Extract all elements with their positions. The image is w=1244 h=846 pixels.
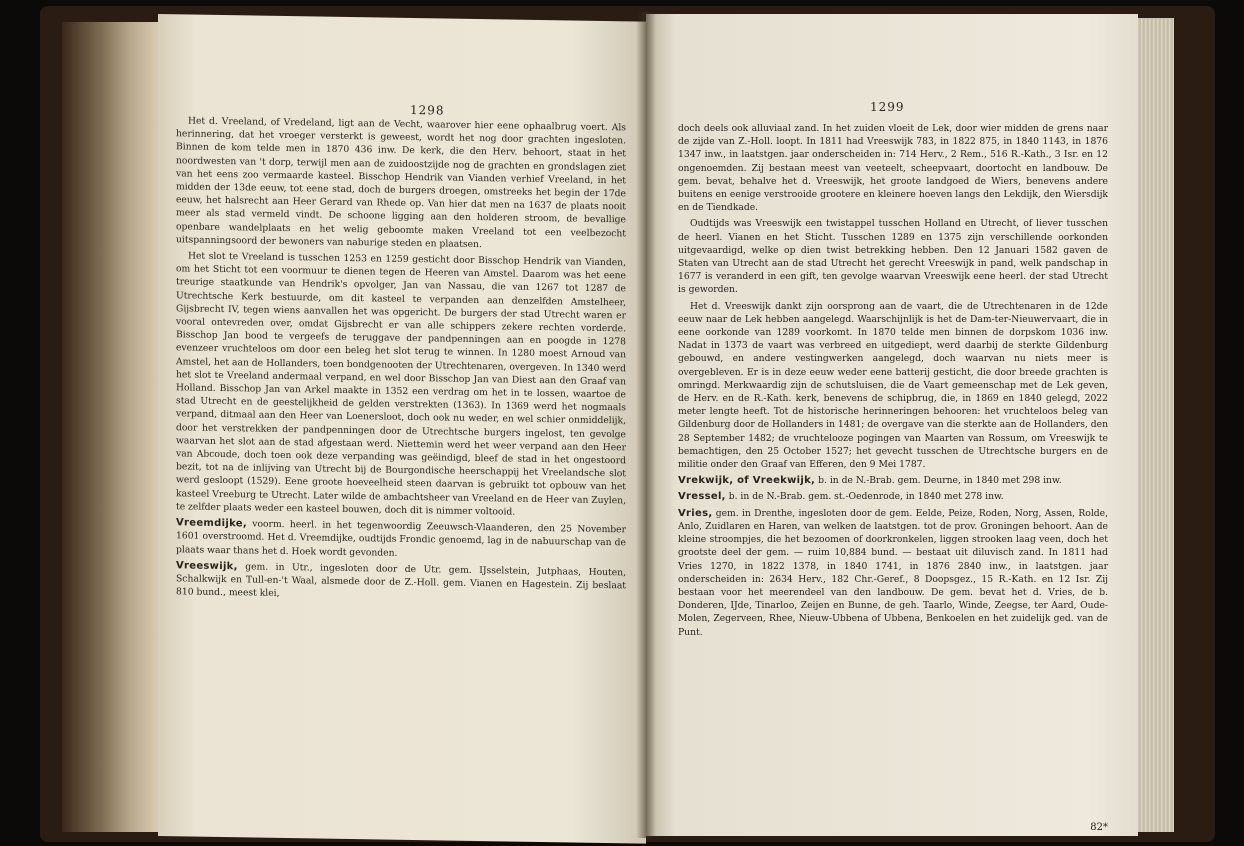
entry-vreemdijke xyxy=(176,516,626,563)
paragraph: Het slot te Vreeland is tusschen 1253 en 1259 gesticht door Bisschop Hendrik van Vianden, om het Sticht tot een voormuur te dienen tegen de Heeren van Amstel. Daarom was het eene treurige staatkunde van Hendrik's opvolger, Jan van Nassau, die van 1267 tot 1287 de Utrechtsche Kerk bestuurde, om dit kasteel te verpanden aan denzelfden Amstelheer, Gijsbrecht IV, tegen wiens aanvallen het was opgericht. De burgers der stad Utrecht waren er vooral ontevreden over, omdat Gijsbrecht er van alle schippers zekere rechten vorderde. Bisschop Jan bood te vergeefs de teruggave der pandpenningen aan en poogde in 1278 evenzeer vruchteloos om door een beleg het slot terug te winnen. In 1280 moest Arnoud van Amstel, het aan de Hollanders, toen bondgenooten der Utrechtenaren, overgeven. In 1340 werd het slot te Vreeland andermaal verpand, en wel door Bisschop Jan van Diest aan den Graaf van Holland. Bisschop Jan van Arkel maakte in 1352 een verdrag om het in te lossen, waartoe de stad Utrecht en de geestelijkheid de gelden verstrekten (1363). In 1369 werd het nogmaals verpand, ditmaal aan den Heer van Loenersloot, doch ook nu weder, en wel schier onmiddelijk, door het verstrekken der pandpenningen door de Utrechtsche burgers ingelost, ten gevolge waarvan het slot aan de stad afgestaan werd. Niettemin werd het weer verpand aan den Heer van Abcoude, doch toen ook deze verpanding was geëindigd, bleef de stad in het ongestoord bezit, tot na de inlijving van Utrecht bij de Bourgondische heerschappij het Vreelandsche slot werd gesloopt (1529). Eene groote hoeveelheid steen daarvan is gebruikt tot opbouw van het kasteel Vreeburg te Utrecht. Later wilde de ambachtsheer van Vreeland en de Heer van Zuylen, te zelfder plaats weder een kasteel bouwen, doch dit is nimmer voltooid. xyxy=(176,250,626,518)
signature-mark: 82* xyxy=(1090,822,1108,833)
entry-text: b. in de N.-Brab. gem. Deurne, in 1840 met 298 inw. xyxy=(815,475,1062,487)
entry-text: voorm. heerl. in het tegenwoordig Zeeuwsch-Vlaanderen, den 25 November 1601 overstroomd. Het d. Vreemdijke, oudtijds Frondic genoemd, lag in de nabuurschap van de plaats waar thans het d. Hoek wordt gevonden. xyxy=(176,518,626,559)
entry-vries xyxy=(678,507,1108,639)
entry-vrekwijk xyxy=(678,474,1108,487)
entry-heading: Vreeswijk, xyxy=(176,559,238,572)
entry-heading: Vries, xyxy=(678,507,713,519)
right-page-text xyxy=(678,122,1108,642)
paragraph: Het d. Vreeland, of Vredeland, ligt aan de Vecht, waarover hier eene ophaalbrug voert. Als herinnering, dat het vroeger versterkt is geweest, wordt het nog door grachten ingesloten. Binnen de kom telde men in 1870 436 inw. De kerk, die den Herv. behoort, staat in het noordwesten van 't dorp, terwijl men aan de zuidoostzijde nog de grachten en grondslagen ziet van het eens zoo vermaarde kasteel. Bisschop Hendrik van Vianden verhief Vreeland, in het midden der 13de eeuw, tot eene stad, doch de burgers droegen, omstreeks het begin der 17de eeuw, het halsrecht aan Heer Gerard van Rhede op. Van hier dat men na 1637 de plaats nooit meer als stad vermeld vindt. De schoone ligging aan den holderen stroom, de bevallige openbare wandelplaats en het welig geboomte maken Vreeland tot een veelbezocht uitspanningsoord der bewoners van naburige steden en plaatsen. xyxy=(176,115,626,250)
paragraph: Het d. Vreeswijk dankt zijn oorsprong aan de vaart, die de Utrechtenaren in de 12de eeuw naar de Lek hebben aangelegd. Waarschijnlijk is het de Dam-ter-Nieuwervaart, die in eene oorkonde van 1289 voorkomt. In 1870 telde men binnen de dorpskom 1036 inw. Nadat in 1373 de vaart was verbreed en uitgediept, werd daarbij de sterkte Gildenburg gebouwd, en andere vestingwerken aangelegd, doch waarvan nu niets meer is overgebleven. Er is in deze eeuw weder eene batterij gesticht, die door breede grachten is omringd. Merkwaardig zijn de schutsluisen, die de Vaart gemeenschap met de Lek geven, de Herv. en de R.-Kath. kerk, benevens de schipbrug, die, in 1869 en 1840 gelegd, 2022 meter lengte heeft. Tot de historische herinneringen behooren: het vruchteloos beleg van Gildenburg door de Hollanders in 1481; de overgave van die sterkte aan de Hollanders, den 28 September 1482; de vruchtelooze pogingen van Maarten van Rossum, om Vreeswijk te bemachtigen, den 25 October 1527; het gevecht tusschen de Utrechtsche burgers en de militie onder den Graaf van Efferen, den 9 Mei 1787. xyxy=(678,300,1108,471)
left-page-number: 1298 xyxy=(410,102,445,118)
entry-text: gem. in Drenthe, ingesloten door de gem. Eelde, Peize, Roden, Norg, Assen, Rolde, Anlo, Zuidlaren en Haren, van welken de laatstgen. tot de prov. Groningen behoort. Aan de kleine stroompjes, die het bezoomen of doorkronkelen, liggen strooken laag veen, doch het grootste deel der gem. — ruim 10,884 bund. — bestaat uit diluvisch zand. In 1811 had Vries 1270, in 1822 1378, in 1840 1741, in 1876 2840 inw., in laatstgen. jaar onderscheiden in: 2634 Herv., 182 Chr.-Geref., 8 Doopsgez., 15 R.-Kath. en 12 Isr. Zij bestaan voor het meerendeel van den landbouw. De gem. bevat het d. Vries, de b. Donderen, IJde, Tinarloo, Zeijen en Bunne, de geh. Taarlo, Winde, Zeegse, ter Aard, Oude-Molen, Zegerveen, Rhee, Nieuw-Ubbena of Ubbena, Benkoelen en het zuidelijk ged. van de Punt. xyxy=(678,507,1108,638)
entry-heading: Vressel, xyxy=(678,491,726,503)
paragraph: doch deels ook alluviaal zand. In het zuiden vloeit de Lek, door wier midden de grens naar de zijde van Z.-Holl. loopt. In 1811 had Vreeswijk 783, in 1822 875, in 1840 1143, in 1876 1347 inw., in laatstgen. jaar onderscheiden in: 714 Herv., 2 Rem., 516 R.-Kath., 3 Isr. en 12 ongenoemden. Zij bestaan meest van veeteelt, scheepvaart, doortocht en landbouw. De gem. bevat, behalve het d. Vreeswijk, het groote landgoed de Wiers, benevens andere buitens en eenige verstrooide grootere en kleinere hoeven langs den Lekdijk, den Wiersdijk en de Tiendkade. xyxy=(678,123,1108,214)
entry-vreeswijk xyxy=(176,559,626,606)
book-gutter xyxy=(636,12,656,838)
left-page xyxy=(158,14,646,844)
right-page-number: 1299 xyxy=(870,100,905,114)
left-page-edges xyxy=(62,22,158,832)
right-page-edges xyxy=(1138,18,1174,832)
entry-text: b. in de N.-Brab. gem. st.-Oedenrode, in 1840 met 278 inw. xyxy=(725,491,1004,503)
entry-heading: Vrekwijk, of Vreekwijk, xyxy=(678,475,816,487)
entry-heading: Vreemdijke, xyxy=(176,517,247,530)
entry-text: gem. in Utr., ingesloten door de Utr. gem. IJsselstein, Jutphaas, Houten, Schalkwijk en Tull-en-'t Waal, alsmede door de Z.-Holl. gem. Vianen en Hagestein. Zij beslaat 810 bund., meest klei, xyxy=(176,560,626,600)
right-page xyxy=(646,14,1138,836)
left-page-text xyxy=(176,114,626,608)
entry-vressel xyxy=(678,490,1108,503)
paragraph: Oudtijds was Vreeswijk een twistappel tusschen Holland en Utrecht, of liever tusschen de heerl. Vianen en het Sticht. Tusschen 1289 en 1375 zijn verschillende oorkonden uitgevaardigd, welke op dien twist betrekking hebben. Den 12 Januari 1582 gaven de Staten van Utrecht aan de stad Utrecht het gerecht Vreeswijk in pand, welk pandschap in 1677 is veranderd in een gift, ten gevolge waarvan Vreeswijk eene heerl. der stad Utrecht is geworden. xyxy=(678,218,1108,296)
